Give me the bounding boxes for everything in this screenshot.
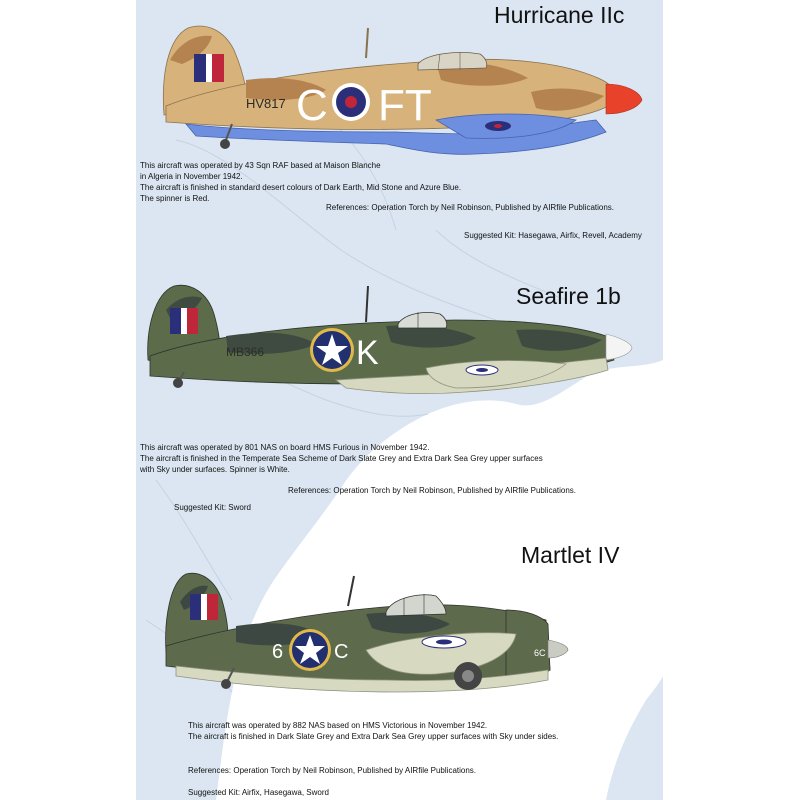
tail-wheel (220, 139, 230, 149)
cockpit-canopy (398, 312, 447, 328)
squadron-code-right: FT (378, 81, 432, 130)
description-line: The spinner is Red. (140, 194, 210, 203)
suggested-kit: Suggested Kit: Airfix, Hasegawa, Sword (188, 788, 329, 797)
profile-sheet (136, 0, 663, 800)
spinner (548, 640, 568, 658)
description-line: This aircraft was operated by 882 NAS based on HMS Victorious in November 1942. (188, 721, 488, 730)
aircraft-title: Martlet IV (521, 542, 620, 568)
squadron-code-right: C (334, 641, 349, 663)
aircraft-description (140, 442, 543, 475)
description-line: This aircraft was operated by 43 Sqn RAF based at Maison Blanche (140, 161, 381, 170)
aerial-mast (366, 286, 368, 322)
description-line: The aircraft is finished in the Temperate Sea Scheme of Dark Slate Grey and Extra Dark Sea Grey upper surfaces (140, 454, 543, 463)
aircraft-description (188, 720, 558, 742)
references: References: Operation Torch by Neil Robinson, Published by AIRfile Publications. (326, 203, 615, 212)
fin-flash (190, 594, 201, 620)
cockpit-canopy (386, 595, 446, 616)
spinner (606, 334, 632, 360)
aerial-mast (348, 576, 354, 606)
description-line: The aircraft is finished in standard desert colours of Dark Earth, Mid Stone and Azure Blue. (140, 183, 462, 192)
references: References: Operation Torch by Neil Robinson, Published by AIRfile Publications. (188, 766, 477, 775)
suggested-kit: Suggested Kit: Sword (174, 503, 251, 512)
aircraft-title: Seafire 1b (516, 283, 621, 309)
squadron-code-right: K (356, 334, 379, 372)
hurricane-profile (136, 20, 663, 160)
description-line: The aircraft is finished in Dark Slate Grey and Extra Dark Sea Grey upper surfaces with Sky under sides. (188, 732, 559, 741)
aircraft-title: Hurricane IIc (494, 2, 625, 28)
tail-wheel (221, 679, 231, 689)
squadron-code-left: 6 (272, 641, 284, 663)
cockpit-canopy (418, 52, 487, 70)
suggested-kit: Suggested Kit: Hasegawa, Airfix, Revell, Academy (464, 231, 642, 240)
aircraft-description (140, 160, 461, 204)
spinner (606, 84, 642, 114)
description-line: in Algeria in November 1942. (140, 172, 243, 181)
martlet-profile (136, 570, 663, 700)
fin-flash (194, 54, 206, 82)
description-line: This aircraft was operated by 801 NAS on board HMS Furious in November 1942. (140, 443, 430, 452)
fin-flash (170, 308, 181, 334)
references: References: Operation Torch by Neil Robinson, Published by AIRfile Publications. (288, 486, 577, 495)
squadron-code-left: C (296, 81, 328, 130)
tail-wheel (173, 378, 183, 388)
seafire-profile (136, 280, 663, 410)
serial-number: HV817 (246, 96, 286, 111)
serial-number: MB366 (226, 345, 265, 359)
nose-code: 6C (534, 648, 546, 658)
aerial-mast (366, 28, 368, 58)
description-line: with Sky under surfaces. Spinner is White. (140, 465, 290, 474)
